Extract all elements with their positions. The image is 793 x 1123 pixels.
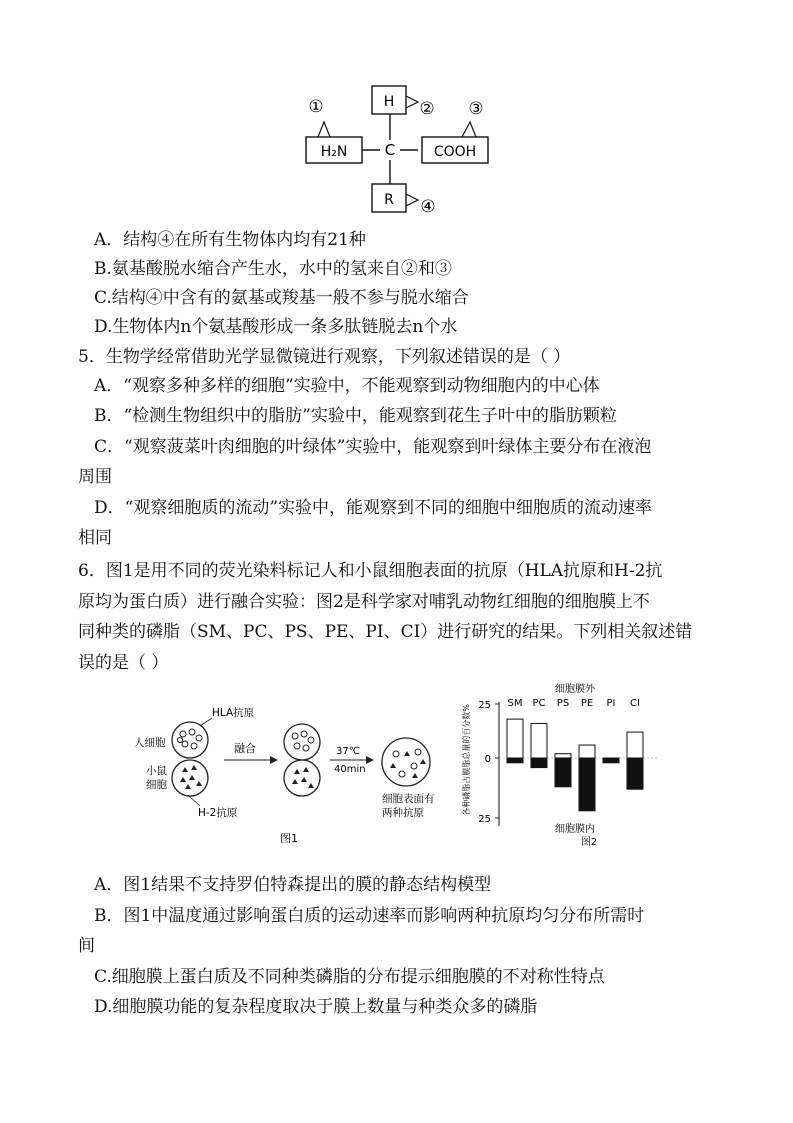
chart-caption: 图2: [580, 837, 598, 848]
q6-option-b: B．图1中温度通过影响蛋白质的运动速率而影响两种抗原均匀分布所需时: [94, 906, 645, 926]
q6-option-d: D.细胞膜功能的复杂程度取决于膜上数量与种类众多的磷脂: [94, 997, 538, 1017]
category-label-ps: PS: [556, 698, 570, 709]
q6-option-b-cont: 间: [78, 936, 95, 956]
y-tick-bottom: 25: [478, 814, 491, 825]
chart-categories: [508, 698, 640, 709]
fusion-label: 融合: [234, 742, 256, 755]
central-carbon-label: C: [384, 141, 396, 159]
bar-outer-sm: [507, 719, 523, 758]
chart-top-label: 细胞膜外: [555, 684, 595, 695]
hla-antigen-label: HLA抗原: [212, 707, 255, 719]
category-label-pc: PC: [532, 698, 546, 709]
bar-outer-ci: [627, 732, 643, 758]
q6-stem-line4: 误的是（ ）: [78, 653, 169, 673]
bar-inner-sm: [507, 758, 523, 763]
figure1-cell-fusion: [130, 690, 450, 850]
q6-option-c: C.细胞膜上蛋白质及不同种类磷脂的分布提示细胞膜的不对称性特点: [94, 967, 605, 987]
q5-stem: 5．生物学经常借助光学显微镜进行观察，下列叙述错误的是（ ）: [78, 347, 571, 367]
bar-outer-pc: [531, 723, 547, 758]
bar-outer-pe: [579, 745, 595, 758]
mouse-cell-label-1: 小鼠: [146, 765, 167, 777]
bar-inner-ci: [627, 758, 643, 789]
category-label-pe: PE: [580, 698, 594, 709]
bar-inner-pi: [603, 758, 619, 763]
q6-option-a: A．图1结果不支持罗伯特森提出的膜的静态结构模型: [94, 875, 492, 895]
bar-inner-pc: [531, 758, 547, 768]
q4-option-c: C.结构④中含有的氨基或羧基一般不参与脱水缩合: [94, 288, 469, 308]
human-cell-label: 人细胞: [134, 737, 166, 749]
marker-4: ④: [420, 197, 436, 217]
figure1-caption: 图1: [280, 832, 298, 845]
category-label-pi: PI: [606, 698, 616, 709]
h2-antigen-label: H-2抗原: [198, 807, 238, 819]
q5-option-c-cont: 周围: [78, 467, 112, 487]
category-label-ci: CI: [630, 698, 640, 709]
q6-stem-line1: 6．图1是用不同的荧光染料标记人和小鼠细胞表面的抗原（HLA抗原和H-2抗: [78, 561, 663, 581]
r-group-label: R: [384, 192, 394, 208]
marker-3: ③: [468, 99, 484, 119]
chart-bottom-label: 细胞膜内: [555, 824, 595, 835]
q5-option-d-cont: 相同: [78, 528, 112, 548]
q4-option-b: B.氨基酸脱水缩合产生水，水中的氢来自②和③: [94, 259, 452, 279]
time-label: 40min: [334, 764, 366, 775]
bar-inner-pe: [579, 758, 595, 811]
q5-option-d: D．“观察细胞质的流动”实验中，能观察到不同的细胞中细胞质的流动速率: [94, 498, 653, 518]
amino-acid-diagram: [300, 82, 500, 217]
chart-ylabel: 各种磷脂占膜脂总量的百分数%: [462, 704, 471, 816]
q6-stem-line3: 同种类的磷脂（SM、PC、PS、PE、PI、CI）进行研究的结果。下列相关叙述错: [78, 622, 693, 642]
q4-option-d: D.生物体内n个氨基酸形成一条多肽链脱去n个水: [94, 317, 458, 337]
q5-option-b: B．“检测生物组织中的脂肪”实验中，能观察到花生子叶中的脂肪颗粒: [94, 406, 617, 426]
y-tick-zero: 0: [484, 754, 491, 765]
y-tick-top: 25: [478, 700, 491, 711]
q6-stem-line2: 原均为蛋白质）进行融合实验：图2是科学家对哺乳动物红细胞的细胞膜上不: [78, 592, 650, 612]
figure2-phospholipid-chart: [455, 680, 670, 850]
q5-option-c: C．“观察菠菜叶肉细胞的叶绿体”实验中，能观察到叶绿体主要分布在液泡: [94, 437, 652, 457]
bar-outer-ps: [555, 754, 571, 758]
chart-bars: [499, 719, 659, 811]
carboxyl-group-label: COOH: [433, 144, 477, 160]
mouse-cell-label-2: 细胞: [146, 779, 167, 791]
q5-option-a: A．“观察多种多样的细胞”实验中，不能观察到动物细胞内的中心体: [94, 376, 600, 396]
temperature-label: 37℃: [336, 746, 360, 757]
q4-option-a: A．结构④在所有生物体内均有21种: [94, 230, 366, 250]
bar-inner-ps: [555, 758, 571, 787]
result-label-2: 两种抗原: [382, 807, 424, 819]
marker-2: ②: [419, 99, 435, 119]
hydrogen-label: H: [383, 94, 395, 110]
amino-group-label: H₂N: [320, 144, 348, 160]
category-label-sm: SM: [507, 698, 523, 709]
result-label-1: 细胞表面有: [382, 793, 435, 805]
marker-1: ①: [308, 97, 324, 117]
